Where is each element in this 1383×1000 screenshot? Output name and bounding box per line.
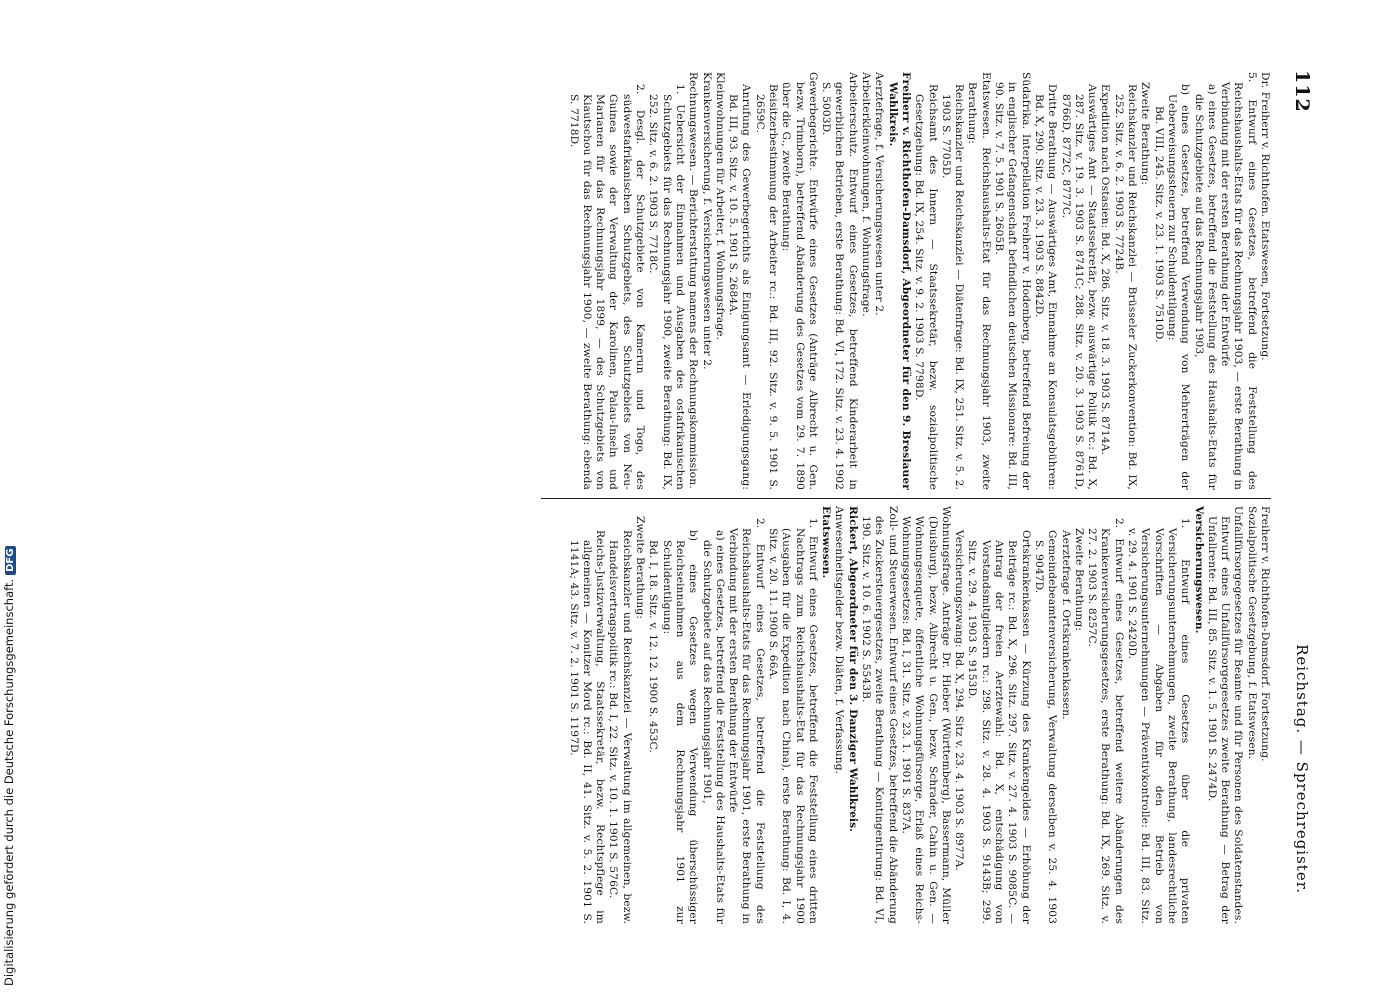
entry-reference: Versicherungszwang: Bd. X, 294. Sitz v. 23. 4. 1903 S. 8977A. [953, 530, 966, 871]
entry-topic: Arbeiterkleinwohnungen, f. Wohnungsfrage. [860, 72, 873, 317]
entry-topic: Kleinwohnungen für Arbeiter, f. Wohnungsfrage. [713, 72, 726, 341]
entry-item: 2. Entwurf eines Gesetzes, betreffend die Feststellung des Reichshaushalts-Etats für das Rechnungsjahr 1901, erste Berathung in Verbindung mit der ersten Berathung der Entwürfe [727, 518, 766, 924]
column-divider [541, 498, 1271, 499]
entry-subitem: a) eines Gesetzes, betreffend die Feststellung des Haushalts-Etats für die Schutzgebiete auf das Rechnungsjahr 1901, [700, 530, 726, 924]
entry-reference: Anrufung des Gewerbegerichts als Einigungsamt — Erledigungsgang: Bd. III, 93. Sitz. v. 10. 5. 1901 S. 2684A. [727, 84, 753, 490]
entry-item: 1. Uebersicht der Einnahmen und Ausgaben des ostafrikanischen Schutzgebiets für das Rechnungsjahr 1900, zweite Berathung: Bd. IX, 252. Sitz. v. 6. 2. 1903 S. 7718C. [647, 84, 686, 490]
entry-reference: Dritte Berathung — Auswärtiges Amt, Einnahme an Konsulatsgebühren: Bd. X, 290. Sitz. v. 23. 3. 1903 S. 8842D. [1032, 84, 1059, 490]
entry-item: 1. Entwurf eines Gesetzes über die privaten Versicherungsunternehmungen, zweite Berathung, landesrechtliche Vorschriften — Abgaben für den Betrieb von Versicherungsunternehmungen — Präventivkontrolle: Bd. III, 83. Sitz. v. 29. 4. 1901 S. 2420D. [1126, 518, 1192, 924]
entry-reference: Bd. I, 18. Sitz. v. 12. 12. 1900 S. 453C. [647, 540, 660, 753]
entry-reference: Reichskanzler und Reichskanzlei — Diätenfrage: Bd. IX, 251. Sitz. v. 5. 2. 1903 S. 7705D. [939, 84, 966, 490]
dfg-logo-icon: DFG [5, 546, 16, 575]
entry-topic: Arbeiterschutz. Entwurf eines Gesetzes, betreffend Kinderarbeit in gewerblichen Betrieben, erste Berathung: Bd. VI, 172. Sitz. v. 23. 4. 1902 S. 5003D. [820, 72, 859, 490]
page-number: 112 [1291, 70, 1313, 113]
entry-topic: Anwesenheitsgelder bezw. Diäten, f. Verfassung. [833, 506, 846, 775]
entry-topic: Rechnungswesen. — Berichterstattung namens der Rechnungskommission. [687, 72, 700, 489]
entry-topic: Unfallfürsorgegesetzes für Beamte und für Personen des Soldatenstandes. Entwurf eines Unfallfürsorgegesetzes zweite Berathung — Betrag der Unfallrente: Bd. III, 85. Sitz. v. 1. 5. 1901 S. 2474D. [1205, 506, 1245, 924]
entry-subheading: Zweite Berathung: [634, 516, 647, 620]
entry-reference: Bd. VIII, 245. Sitz. v. 23. 1. 1903 S. 7510D. [1152, 106, 1165, 343]
entry-reference: Reichskanzler und Reichskanzlei — Verwaltung im allgemeinen, bezw. Handelsvertragspolitik rc.: Bd. I, 22. Sitz. v. 10. 1. 1901 S. 576C. [607, 530, 633, 924]
entry-topic: Zoll- und Steuerwesen. Entwurf eines Gesetzes, betreffend die Abänderung des Zuckersteuergesetzes, zweite Berathung — Kontingentirung: Bd. VI, 190. Sitz. v. 10. 6. 1902 S. 5543B. [860, 506, 899, 924]
entry-item: 1. Entwurf eines Gesetzes, betreffend die Feststellung eines dritten Nachtrags zum Reichshaushalts-Etat für das Rechnungsjahr 1900 (Ausgaben für die Expedition nach China), erste Berathung: Bd. I, 4. Sitz. v. 20. 11. 1900 S. 66A. [767, 518, 819, 924]
entry-subitem: a) eines Gesetzes, betreffend die Feststellung des Haushalts-Etats für die Schutzgebiete auf das Rechnungsjahr 1903, [1192, 84, 1218, 490]
page-header [1285, 62, 1315, 942]
entry-topic: Gewerbegerichte. Entwürfe eines Gesetzes (Anträge Albrecht u. Gen. bezw. Trimborn), betreffend Abänderung des Gesetzes vom 29. 7. 1890 über die G., zweite Berathung: [780, 72, 819, 490]
entry-topic: Etatswesen. Reichshaushalts-Etat für das Rechnungsjahr 1903, zweite Berathung: [966, 72, 992, 490]
right-column [566, 506, 1271, 924]
digitization-credit [2, 6, 22, 986]
entry-reference: Beisitzerbestimmung der Arbeiter rc.: Bd. III, 92. Sitz. v. 9. 5. 1901 S. 2659C. [753, 84, 780, 490]
entry-topic: Versicherungswesen. [1192, 506, 1205, 634]
entry-topic: Krankenversicherung, f. Versicherungswesen unter 2. [700, 72, 713, 370]
entry-subitem: b) eines Gesetzes, betreffend Verwendung von Mehrerträgen der Ueberweisungssteuern zur Schuldentilgung: [1165, 84, 1192, 490]
entry-subheading: Zweite Berathung: [1139, 82, 1152, 186]
entry-topic: Etatswesen. [820, 506, 833, 579]
entry-heading: Freiherr v. Richthofen-Damsdorf. Fortsetzung. [1259, 506, 1271, 762]
entry-reference: Reichsamt des Innern — Staatssekretär, bezw. sozialpolitische Gesetzgebung: Bd. IX, 254. Sitz. v. 9. 2. 1903 S. 7798D. [913, 84, 939, 490]
entry-reference: Reichskanzler und Reichskanzlei — Brüsseler Zuckerkonvention: Bd. IX, 252. Sitz. v. 6. 2. 1903 S. 7724B. [1112, 84, 1139, 490]
entry-subitem: b) eines Gesetzes wegen Verwendung überschüssiger Reichseinnahmen aus dem Rechnungsjahr 1901 zur Schuldentilgung: [660, 530, 700, 924]
speaker-heading: Rickert, Abgeordneter für den 3. Danziger Wahlkreis. [846, 506, 859, 833]
entry-reference: Auswärtiges Amt — Staatssekretär, bezw. auswärtige Politik rc.: Bd. X, 287. Sitz. v. 19. 3. 1903 S. 8741C; 288. Sitz. v. 20. 3. 1903 S. 8761D, 8766D, 8772C, 8777C. [1059, 84, 1099, 490]
speaker-heading: Freiherr v. Richthofen-Damsdorf, Abgeordneter für den 9. Breslauer Wahlkreis. [886, 72, 912, 490]
entry-item: 2. Desgl. der Schutzgebiete von Kamerun und Togo, des südwestafrikanischen Schutzgebiets, des Schutzgebiets von Neu-Guinea sowie der Verwaltung der Karolinen, Palau-Inseln und Marianen für das Rechnungsjahr 1899, — des Schutzgebiets von Kiautschou für das Rechnungsjahr 1900, — zweite Berathung: ebenda S. 7718D. [567, 84, 647, 490]
entry-topic: Wohnungsfrage. Anträge Dr. Hieber (Württemberg), Bassermann, Müller (Duisburg), bezw. Albrecht u. Gen., bezw. Schrader, Cahin u. Gen. — Wohnungsenquete, öffentliche Wohnungsfürsorge, Erlaß eines Reichs-Wohnungsgesetzes: Bd. I, 31. Sitz. v. 23. 1. 1901 S. 837A. [899, 506, 952, 924]
entry-reference: Ortskrankenkassen — Kürzung des Krankengeldes — Erhöhung der Beiträge rc.: Bd. X, 296. Sitz. 297. Sitz. v. 27. 4. 1903 S. 9085C. — Antrag der freien Aerztewahl: Bd. X, entschädigung von Vorstandsmitgliedern rc.: 298. Sitz. v. 28. 4. 1903 S. 9143B; 299. Sitz. v. 29. 4. 1903 S. 9153D. [966, 530, 1032, 924]
entry-heading: Dr. Freiherr v. Richthofen. Etatswesen, Fortsetzung. [1259, 72, 1271, 361]
credit-text: Digitalisierung gefördert durch die Deutsche Forschungsgemeinschaft. [2, 578, 16, 986]
entry-reference: Reichs-Justizverwaltung, Staatssekretär, bezw. Rechtspflege im allgemeinen — Konitzer Mord rc.: Bd. II, 41. Sitz. v. 5. 2. 1901 S. 1141A; 43. Sitz. v. 7. 2. 1901 S. 1197D. [567, 530, 607, 924]
entry-item: 2. Entwurf eines Gesetzes, betreffend weitere Abänderungen des Krankenversicherungsgesetzes, erste Berathung: Bd. IX, 269. Sitz. v. 27. 2. 1903 S. 8257C. [1086, 518, 1125, 924]
entry-subheading: Zweite Berathung: [1072, 528, 1085, 632]
entry-reference: Expedition nach Ostasien: Bd. X, 286. Sitz. v. 18. 3. 1903 S. 8714A. [1099, 84, 1112, 455]
rotated-register-page [25, 62, 1315, 942]
entry-topic: Südafrika. Interpellation Freiherr v. Hodenberg, betreffend Befreiung der in englischer Gefangenschaft befindlichen deutschen Missionare: Bd. III, 90. Sitz. v. 7. 5. 1901 S. 2605B. [993, 72, 1032, 490]
entry-topic: Sozialpolitische Gesetzgebung, f. Etatswesen. [1245, 506, 1258, 760]
entry-reference: Aerztefrage f. Ortskrankenkassen. [1059, 530, 1072, 720]
entry-topic: Aerztefrage, f. Versicherungswesen unter 2. [873, 72, 886, 316]
entry-reference: Gemeindebeamtenversicherung, Verwaltung derselben v. 25. 4. 1903 S. 9047D. [1032, 530, 1059, 924]
margin-credit-strip [0, 0, 24, 1000]
left-column [566, 72, 1271, 490]
entry-item: 5. Entwurf eines Gesetzes, betreffend die Feststellung des Reichshaushalts-Etats für das Rechnungsjahr 1903, — erste Berathung in Verbindung mit der ersten Berathung der Entwürfe [1219, 72, 1258, 490]
running-title: Reichstag. — Sprechregister. [1293, 644, 1311, 894]
